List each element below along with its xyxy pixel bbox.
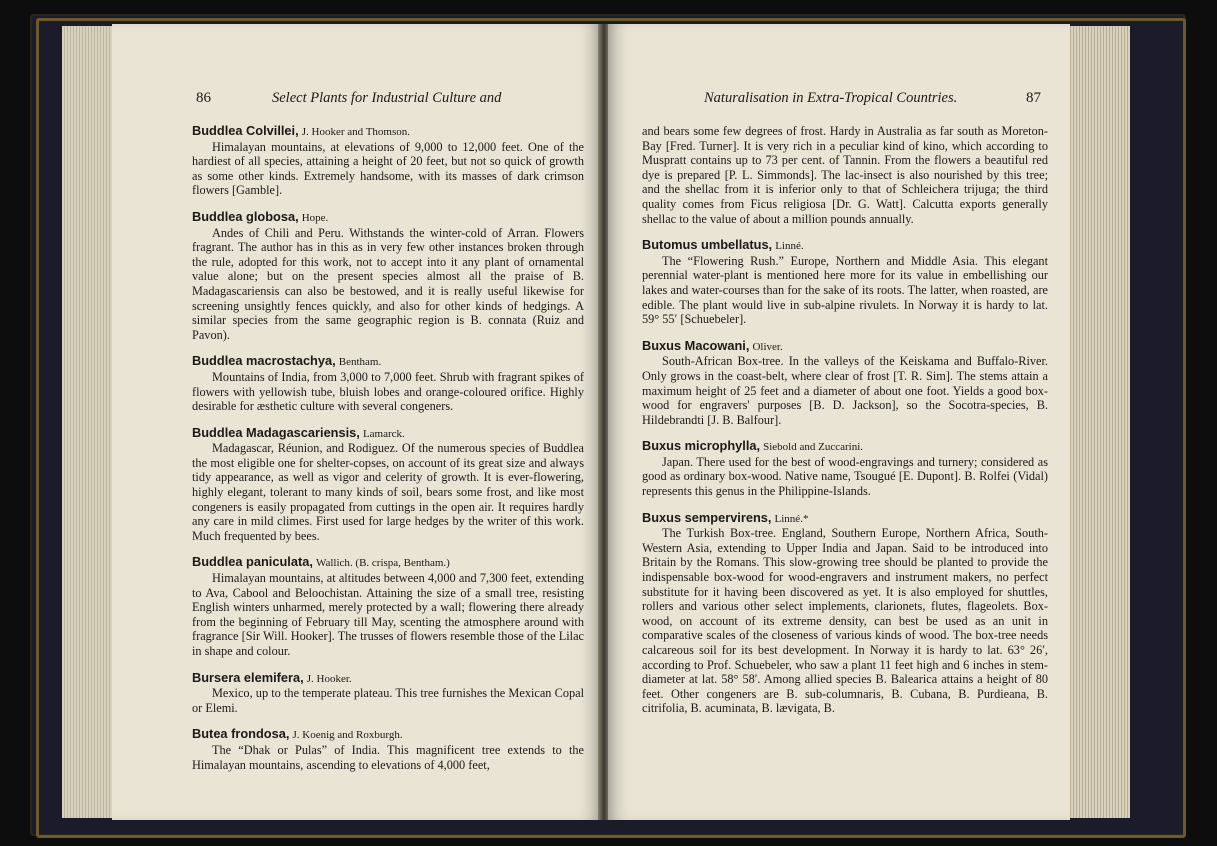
entry-text: Himalayan mountains, at elevations of 9,000 to 12,000 feet. One of the hardiest of all species, attaining a height of 20 feet, but not so quick of growth as some other kinds. Extremely handsome, with its masses of dark crimson flowers [Gamble]. (192, 139, 584, 198)
running-head: Select Plants for Industrial Culture and (272, 90, 502, 106)
entry-buxus-microphylla (642, 439, 1048, 498)
right-page-stack (1068, 26, 1130, 818)
species-author: Hope. (301, 211, 329, 224)
entry-text: Japan. There used for the best of wood-engravings and turnery; considered as good as ordinary box-wood. Native name, Tsougué [E. Dupont]. B. Rolfei (Vidal) represents this genus in the Philippine-Islands. (642, 454, 1048, 499)
entry-text: Madagascar, Réunion, and Rodiguez. Of the numerous species of Buddlea the most eligible one for shelter-copses, on account of its great size and always tidy appearance, as well as vigor and celerity of growth. It is ever-flowering, highly elegant, tolerant to many kinds of soil, bears some frost, and like most congeners is easily propagated from cuttings in the open air. It requires hardly any care in mild climes. First used for large hedges by the writer of this work. Much frequented by bees. (192, 441, 584, 543)
species-name: Buddlea paniculata, (192, 554, 313, 570)
entry-text: Andes of Chili and Peru. Withstands the winter-cold of Arran. Flowers fragrant. The author has in this as in very few other instances broken through the rule, adopted for this work, not to accept into it any plant of ornamental value alone; but on the present species almost all the praise of B. Madagascariensis can also be bestowed, and it is really useful likewise for screening unsightly fences quickly, and also for other kinds of hedgings. A similar species from the same geographic region is B. connata (Ruiz and Pavon). (192, 225, 584, 342)
entry-text: The “Flowering Rush.” Europe, Northern and Middle Asia. This elegant perennial water-plant is mentioned here more for its value in embellishing our lakes and water-courses than for the sake of its roots. The latter, when roasted, are edible. The plant would live in sub-alpine rivulets. In Norway it is hardy to lat. 59° 55′ [Schuebeler]. (642, 253, 1048, 327)
species-name: Buxus microphylla, (642, 438, 761, 454)
species-author: Wallich. (B. crispa, Bentham.) (315, 557, 450, 570)
page-number: 87 (1026, 90, 1041, 106)
page-number: 86 (196, 90, 211, 106)
species-author: Lamarck. (362, 427, 405, 440)
species-name: Buxus Macowani, (642, 337, 750, 353)
species-name: Buxus sempervirens, (642, 509, 772, 525)
continuation-text: and bears some few degrees of frost. Hardy in Australia as far south as Moreton-Bay [Fred. Turner]. It is very rich in a peculiar kind of kino, which according to Muspratt contains up to 73 per cent. of Tannin. From the flowers a beautiful red dye is prepared [P. L. Simmonds]. The lac-insect is also nourished by this tree; and the shellac from it is inferior only to that of Schleichera trijuga; the third quality comes from Ficus religiosa [Dr. G. Watt]. Calcutta exports generally shellac to the value of about a million pounds annually. (642, 124, 1048, 226)
species-author: Siebold and Zuccarini. (763, 441, 864, 454)
entry-buddlea-globosa (192, 210, 584, 342)
text-column (642, 124, 1048, 728)
species-name: Bursera elemifera, (192, 669, 304, 685)
species-name: Buddlea Madagascariensis, (192, 424, 360, 440)
entry-text: Mexico, up to the temperate plateau. This tree furnishes the Mexican Copal or Elemi. (192, 686, 584, 715)
entry-text: South-African Box-tree. In the valleys of the Keiskama and Buffalo-River. Only grows in the coast-belt, where clear of frost [T. R. Sim]. The stems attain a maximum height of 25 feet and a diameter of about one foot. Yields a good box-wood for engravers' purposes [B. D. Jackson], so the Socotra-species, B. Hildebrandti [J. B. Balfour]. (642, 354, 1048, 427)
entry-buxus-sempervirens (642, 511, 1048, 716)
entry-buddlea-madagascariensis (192, 426, 584, 544)
entry-buddlea-macrostachya (192, 354, 584, 413)
entry-butea-frondosa (192, 727, 584, 772)
species-name: Buddlea Colvillei, (192, 123, 299, 138)
species-author: J. Koenig and Roxburgh. (292, 729, 403, 742)
species-name: Buddlea globosa, (192, 208, 299, 224)
entry-continuation (642, 124, 1048, 226)
left-page-stack (62, 26, 114, 818)
species-author: Oliver. (752, 340, 783, 353)
entry-buddlea-colvillei (192, 124, 584, 198)
species-author: Linné. (775, 240, 804, 253)
species-author: J. Hooker. (306, 672, 352, 685)
entry-butomus-umbellatus (642, 238, 1048, 327)
text-column (192, 124, 584, 784)
entry-text: Himalayan mountains, at altitudes between 4,000 and 7,300 feet, extending to Ava, Cabool and Beloochistan. Attaining the size of a small tree, resisting English winters unharmed, merely protected by a wall; flowering there already from the beginning of February till May, scenting the atmosphere around with fragrance [Sir Will. Hooker]. The trusses of flowers resemble those of the Lilac in shape and colour. (192, 571, 584, 658)
entry-buxus-macowani (642, 339, 1048, 428)
species-author: Bentham. (338, 356, 382, 369)
species-author: Linné.* (774, 512, 809, 525)
running-head: Naturalisation in Extra-Tropical Countries. (704, 90, 958, 106)
entry-text: The “Dhak or Pulas” of India. This magnificent tree extends to the Himalayan mountains, ascending to elevations of 4,000 feet, (192, 742, 584, 772)
entry-bursera-elemifera (192, 671, 584, 716)
right-page (608, 24, 1070, 820)
entry-text: Mountains of India, from 3,000 to 7,000 feet. Shrub with fragrant spikes of flowers with yellowish tube, bluish lobes and orange-coloured orifice. Highly desirable for æsthetic culture with several congeners. (192, 369, 584, 414)
species-name: Butomus umbellatus, (642, 237, 773, 253)
left-page (112, 24, 600, 820)
species-author: J. Hooker and Thomson. (301, 126, 411, 138)
species-name: Butea frondosa, (192, 726, 290, 742)
species-name: Buddlea macrostachya, (192, 353, 336, 369)
entry-text: The Turkish Box-tree. England, Southern Europe, Northern Africa, South-Western Asia, extending to Upper India and Japan. Said to be introduced into Britain by the Romans. This slow-growing tree should be planted to provide the indispensable box-wood for wood-engravers and instrument makers, no perfect substitute for it having been discovered as yet. It is also employed for shuttles, rollers and various other select implements, clarionets, flutes, flageolets. Box-wood, on account of its extreme density, can best be used as an unit in comparative scales of the closeness of various kinds of wood. The box-tree needs calcareous soil for its best development. In Norway it is hardy to lat. 63° 26′, according to Prof. Schuebeler, who saw a plant 11 feet high and 6 inches in stem-diameter at lat. 58° 58′. Among allied species B. Balearica attains a height of 80 feet. Other congeners are B. sub-columnaris, B. Cubana, B. Purdieana, B. citrifolia, B. acuminata, B. lævigata, B. (642, 526, 1048, 716)
entry-buddlea-paniculata (192, 555, 584, 658)
